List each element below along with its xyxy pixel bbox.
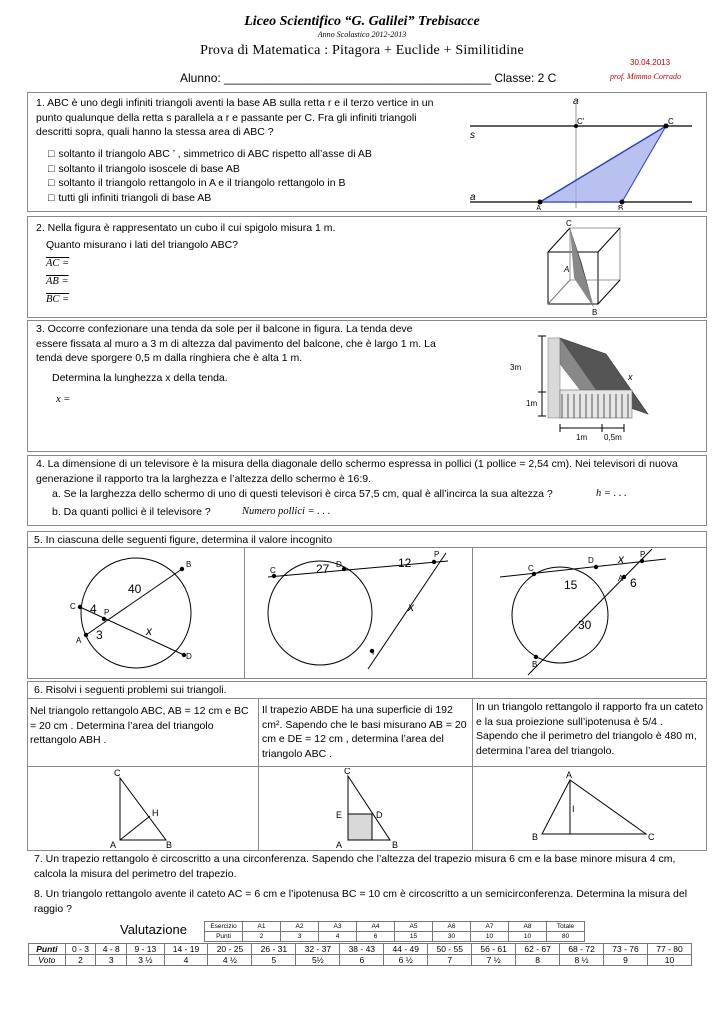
q2-bc: BC =: [46, 294, 70, 305]
voto-cell: 6 ½: [384, 955, 428, 966]
voto-cell: 10: [648, 955, 692, 966]
range-cell: 32 - 37: [296, 944, 340, 955]
q5f2-27: 27: [316, 562, 330, 576]
q4-part-b: b. Da quanti pollici è il televisore ?: [52, 506, 211, 518]
q3-balcony-figure: [502, 324, 652, 450]
q1-label-a-axis: a: [573, 96, 579, 107]
q3-label-3m: 3m: [510, 363, 522, 372]
voto-cell: 6: [340, 955, 384, 966]
q5f3-P: P: [640, 550, 646, 559]
q6f2-A: A: [336, 840, 343, 850]
q6f1-A: A: [110, 840, 117, 850]
q6f2-C: C: [344, 768, 351, 776]
q2-label-B: B: [592, 308, 598, 316]
q1-option-1[interactable]: □ soltanto il triangolo ABC ’ , simmetrico di ABC rispetto all’asse di AB: [36, 147, 456, 162]
q2-ac: AC =: [46, 258, 70, 269]
q5f3-15: 15: [564, 578, 578, 592]
range-cell: 20 - 25: [208, 944, 252, 955]
q5f3-B: B: [532, 660, 538, 669]
question-2-text-1: 2. Nella figura è rappresentato un cubo il cui spigolo misura 1 m.: [36, 222, 336, 234]
q6f2-B: B: [392, 840, 399, 850]
pts-a7: 10: [471, 932, 509, 942]
q6-figure-2: [330, 768, 410, 850]
ex-a1: A1: [243, 922, 281, 932]
q1-label-A: A: [536, 204, 542, 210]
q1-label-cprime: C': [577, 117, 585, 126]
q3-label-1m-h: 1m: [526, 399, 538, 408]
q1-option-2[interactable]: □ soltanto il triangolo isoscele di base AB: [36, 162, 456, 177]
q5f1-C: C: [70, 602, 76, 611]
q6-problem-1: Nel triangolo rettangolo ABC, AB = 12 cm e BC = 20 cm . Determina l’area del triangolo rettangolo ABH .: [30, 705, 249, 746]
q2-ab: AB =: [46, 276, 69, 287]
question-5-text: 5. In ciascuna delle seguenti figure, determina il valore incognito: [34, 534, 333, 546]
q3-x-eq: x =: [56, 394, 71, 405]
q5f1-D: D: [186, 652, 192, 661]
q1-label-a: a: [470, 192, 476, 203]
question-6-title: 6. Risolvi i seguenti problemi sui triangoli.: [34, 684, 227, 696]
q5f3-6: 6: [630, 576, 637, 590]
question-3-text-2: Determina la lunghezza x della tenda.: [52, 372, 228, 384]
voto-cell: 3: [96, 955, 127, 966]
q6f1-C: C: [114, 768, 121, 778]
question-4-text: 4. La dimensione di un televisore è la misura della diagonale dello schermo espressa in pollici (1 pollice = 2,54 cm). Nei televisori di nuova generazione il rapporto tra la larghezza e l’altezza dello schermo è 16:9.: [36, 458, 678, 485]
pts-a8: 10: [509, 932, 547, 942]
question-3-text: 3. Occorre confezionare una tenda da sole per il balcone in figura. La tenda deve essere fissata al muro a 3 m di altezza dal pavimento del balcone, che è largo 1 m. La tenda deve sporgere 0,5 m dalla ringhiera che è alta 1 m.: [36, 323, 436, 364]
q3-label-1m-w: 1m: [576, 433, 588, 442]
q4-part-a: a. Se la larghezza dello schermo di uno di questi televisori è circa 57,5 cm, qual è all’incirca la sua altezza ?: [52, 488, 553, 500]
q1-label-s: s: [470, 130, 475, 141]
range-cell: 77 - 80: [648, 944, 692, 955]
range-cell: 9 - 13: [127, 944, 164, 955]
q3-label-x: x: [628, 372, 633, 382]
q5f2-I: I: [372, 648, 375, 657]
question-2-text-2: Quanto misurano i lati del triangolo ABC?: [46, 239, 239, 251]
pts-a2: 3: [281, 932, 319, 942]
q5-divider-2: [472, 548, 473, 679]
q6-problem-3: In un triangolo rettangolo il rapporto fra un cateto e la sua proiezione sull’ipotenusa è 5/4 . Sapendo che il perimetro del triangolo è 480 m, determina l’area del triangolo.: [476, 701, 704, 757]
q6-figure-1: [106, 768, 186, 850]
q3-label-05m: 0,5m: [604, 433, 622, 442]
professor: prof. Mimmo Corrado: [610, 72, 682, 81]
q5f2-12: 12: [398, 556, 412, 570]
voto-cell: 5: [252, 955, 296, 966]
pts-a4: 6: [357, 932, 395, 942]
voto-cell: 8 ½: [560, 955, 604, 966]
pts-totale: 80: [547, 932, 585, 942]
ex-a4: A4: [357, 922, 395, 932]
q6-divider-1: [258, 698, 259, 851]
q1-label-c: C: [668, 117, 674, 126]
q5f3-D: D: [588, 556, 594, 565]
q2-label-A: A: [564, 265, 570, 274]
range-cell: 62 - 67: [516, 944, 560, 955]
voto-cell: 2: [65, 955, 96, 966]
ex-a8: A8: [509, 922, 547, 932]
q6-divider-2: [472, 698, 473, 851]
q5f3-A: A: [618, 574, 624, 583]
q4-part-b-answer[interactable]: Numero pollici = . . .: [242, 506, 331, 517]
q1-label-B: B: [618, 204, 624, 210]
q6f2-D: D: [376, 810, 383, 820]
q5f1-A: A: [76, 636, 82, 645]
q6f1-H: H: [152, 808, 159, 818]
range-cell: 0 - 3: [65, 944, 96, 955]
range-cell: 73 - 76: [604, 944, 648, 955]
q5-figure-1: [60, 549, 240, 679]
q6f1-B: B: [166, 840, 173, 850]
valutazione-label: Valutazione: [120, 922, 187, 937]
ex-a2: A2: [281, 922, 319, 932]
q5f3-x: x: [618, 552, 624, 566]
q2-cube-figure: [530, 218, 640, 316]
pts-a3: 4: [319, 932, 357, 942]
q1-figure: [456, 94, 706, 210]
points-per-exercise-table: [204, 921, 585, 942]
ex-a3: A3: [319, 922, 357, 932]
q6f3-A: A: [566, 770, 573, 780]
q5f1-3: 3: [96, 628, 103, 642]
q6f2-E: E: [336, 810, 343, 820]
q5f2-C: C: [270, 566, 276, 575]
range-cell: 44 - 49: [384, 944, 428, 955]
voto-cell: 4: [164, 955, 208, 966]
q6f3-C: C: [648, 832, 655, 842]
esercizio-label: Esercizio: [205, 922, 243, 932]
voto-cell: 8: [516, 955, 560, 966]
range-cell: 26 - 31: [252, 944, 296, 955]
q6-mid-rule: [27, 766, 707, 767]
test-title: Prova di Matematica : Pitagora + Euclide + Similitidine: [200, 43, 524, 58]
voto-cell: 4 ½: [208, 955, 252, 966]
q1-option-4[interactable]: □ tutti gli infiniti triangoli di base AB: [36, 191, 456, 206]
q5f2-D: D: [336, 560, 342, 569]
grading-voto-label: Voto: [29, 955, 66, 966]
pts-a6: 30: [433, 932, 471, 942]
grading-table: [28, 943, 692, 966]
student-line: Alunno: ________________________________________ Classe: 2 C: [180, 71, 557, 85]
q5f1-x: x: [146, 624, 152, 638]
q5f3-C: C: [528, 564, 534, 573]
q6-problem-2: Il trapezio ABDE ha una superficie di 192 cm². Sapendo che le basi misurano AB = 20 cm e DE = 12 cm , determina l’area del triangolo ABC .: [262, 704, 467, 760]
pts-a1: 2: [243, 932, 281, 942]
question-7-text: 7. Un trapezio rettangolo è circoscritto a una circonferenza. Sapendo che l’altezza del trapezio misura 6 cm e la base minore misura 4 cm, calcola la misura del perimetro del trapezio.: [34, 853, 676, 880]
question-1-options: [36, 147, 456, 205]
q5-figure-2: [250, 549, 470, 679]
ex-a5: A5: [395, 922, 433, 932]
q5f1-B: B: [186, 560, 192, 569]
q5f2-x: x: [408, 600, 414, 614]
q6f3-B: B: [532, 832, 539, 842]
q5f3-30: 30: [578, 618, 592, 632]
punti-label: Punti: [205, 932, 243, 942]
voto-cell: 7 ½: [472, 955, 516, 966]
voto-cell: 5½: [296, 955, 340, 966]
q6-figure-3: [520, 768, 670, 850]
ex-a6: A6: [433, 922, 471, 932]
question-8-text: 8. Un triangolo rettangolo avente il cateto AC = 6 cm e l’ipotenusa BC = 10 cm è circoscritto a un semicirconferenza. Determina la misura del raggio ?: [34, 888, 688, 915]
range-cell: 50 - 55: [428, 944, 472, 955]
pts-a5: 15: [395, 932, 433, 942]
range-cell: 14 - 19: [164, 944, 208, 955]
test-date: 30.04.2013: [630, 58, 671, 67]
range-cell: 68 - 72: [560, 944, 604, 955]
q5f1-40: 40: [128, 582, 142, 596]
school-year: Anno Scolastico 2012-2013: [317, 30, 407, 39]
grading-row-punti: [29, 944, 692, 955]
range-cell: 38 - 43: [340, 944, 384, 955]
range-cell: 4 - 8: [96, 944, 127, 955]
voto-cell: 7: [428, 955, 472, 966]
q5f2-P: P: [434, 550, 440, 559]
voto-cell: 3 ½: [127, 955, 164, 966]
q6-header-rule: [27, 698, 707, 699]
grading-punti-label: Punti: [29, 944, 66, 955]
school-name: Liceo Scientifico “G. Galilei” Trebisacce: [244, 14, 480, 29]
ex-a7: A7: [471, 922, 509, 932]
q6f3-I: I: [572, 804, 575, 814]
q5f1-P: P: [104, 608, 110, 617]
q5-figure-3: [480, 549, 705, 679]
ex-totale: Totale: [547, 922, 585, 932]
q2-label-C: C: [566, 219, 572, 228]
voto-cell: 9: [604, 955, 648, 966]
q1-option-3[interactable]: □ soltanto il triangolo rettangolo in A e il triangolo rettangolo in B: [36, 176, 456, 191]
q5-divider-1: [244, 548, 245, 679]
q5f1-4: 4: [90, 602, 97, 616]
range-cell: 56 - 61: [472, 944, 516, 955]
q4-part-a-answer[interactable]: h = . . .: [596, 488, 627, 499]
grading-row-voto: [29, 955, 692, 966]
question-1-text: 1. ABC è uno degli infiniti triangoli aventi la base AB sulla retta r e il terzo vertice in un punto qualunque della retta s parallela a r e passante per C. Fra gli infiniti triangoli descritti sopra, quali hanno la stessa area di ABC ?: [36, 97, 434, 138]
